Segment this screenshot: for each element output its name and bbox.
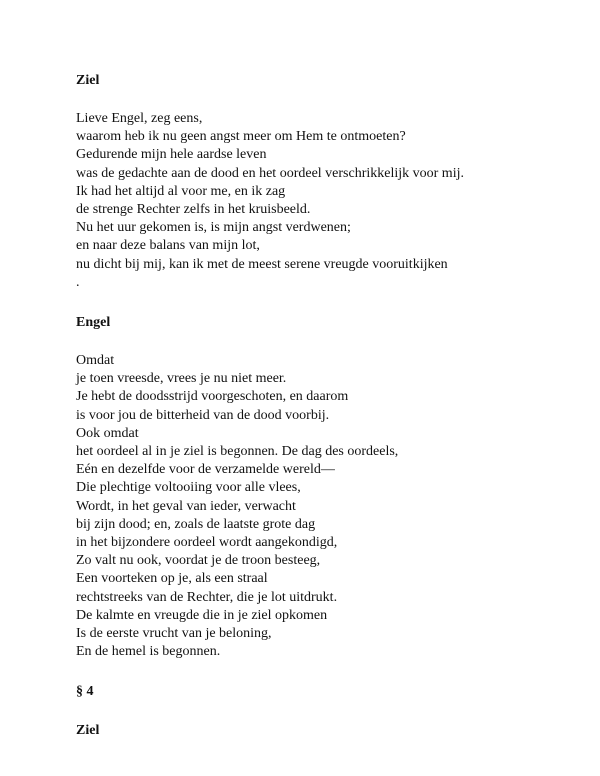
- verse-line: bij zijn dood; en, zoals de laatste grote dag: [76, 516, 316, 532]
- verse-line: Ook omdat: [76, 425, 139, 441]
- verse-line: Nu het uur gekomen is, is mijn angst verdwenen;: [76, 220, 351, 236]
- verse-line: waarom heb ik nu geen angst meer om Hem te ontmoeten?: [76, 129, 406, 145]
- verse-line: de strenge Rechter zelfs in het kruisbeeld.: [76, 202, 311, 218]
- verse-line: nu dicht bij mij, kan ik met de meest serene vreugde vooruitkijken: [76, 256, 448, 272]
- verse-line: Gedurende mijn hele aardse leven: [76, 147, 267, 163]
- section-heading: § 4: [76, 684, 94, 700]
- verse-line: was de gedachte aan de dood en het oordeel verschrikkelijk voor mij.: [76, 165, 464, 181]
- speaker-heading-ziel: Ziel: [76, 723, 100, 739]
- verse-line: in het bijzondere oordeel wordt aangekondigd,: [76, 535, 338, 551]
- verse-line: Eén en dezelfde voor de verzamelde wereld—: [76, 462, 335, 478]
- verse-line: is voor jou de bitterheid van de dood voorbij.: [76, 407, 330, 423]
- verse-line: je toen vreesde, vrees je nu niet meer.: [76, 371, 287, 387]
- verse-line: Zo valt nu ook, voordat je de troon besteeg,: [76, 553, 321, 569]
- speaker-heading-engel: Engel: [76, 315, 111, 331]
- verse-line: En de hemel is begonnen.: [76, 644, 221, 660]
- document-page: [76, 64, 576, 739]
- verse-ziel: [76, 110, 576, 292]
- verse-engel: [76, 352, 576, 661]
- speaker-heading-ziel: Ziel: [76, 73, 100, 88]
- verse-line: rechtstreeks van de Rechter, die je lot uitdrukt.: [76, 589, 338, 605]
- verse-line: en naar deze balans van mijn lot,: [76, 238, 260, 254]
- verse-line: Ik had het altijd al voor me, en ik zag: [76, 183, 286, 199]
- verse-line: De kalmte en vreugde die in je ziel opkomen: [76, 607, 328, 623]
- verse-line: Is de eerste vrucht van je beloning,: [76, 626, 272, 642]
- verse-line: Omdat: [76, 353, 115, 369]
- verse-line: Je hebt de doodsstrijd voorgeschoten, en daarom: [76, 389, 349, 405]
- verse-line: het oordeel al in je ziel is begonnen. De dag des oordeels,: [76, 444, 399, 460]
- verse-line: Die plechtige voltooiing voor alle vlees,: [76, 480, 301, 496]
- verse-line: .: [76, 274, 80, 290]
- verse-line: Wordt, in het geval van ieder, verwacht: [76, 498, 296, 514]
- verse-line: Een voorteken op je, als een straal: [76, 571, 268, 587]
- verse-line: Lieve Engel, zeg eens,: [76, 111, 203, 126]
